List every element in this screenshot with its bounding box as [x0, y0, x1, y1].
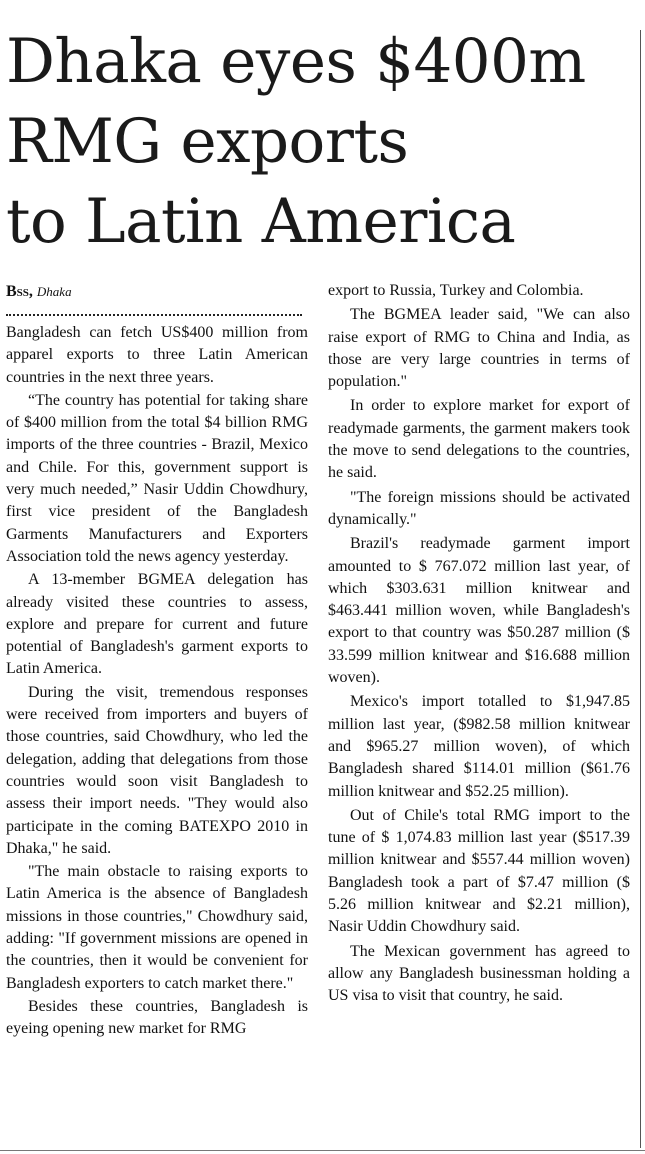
right-border-rule [640, 30, 641, 1148]
byline-agency: Bss, [6, 283, 33, 300]
article-paragraph: The Mexican government has agreed to allow any Bangladesh businessman holding a US visa to visit that country, he said. [328, 942, 630, 1005]
article-paragraph: Besides these countries, Bangladesh is eyeing opening new market for RMG [6, 997, 308, 1038]
article-paragraph: Bangladesh can fetch US$400 million from apparel exports to three Latin American countries in the next three years. [6, 324, 308, 386]
article-paragraph: Mexico's import totalled to $1,947.85 million last year, ($982.58 million knitwear and $965.27 million woven), of which Bangladesh shared $114.01 million ($61.76 million knitwear and $52.25 million). [328, 693, 630, 800]
headline-line-1: Dhaka eyes $400m [6, 26, 586, 97]
article-paragraph: Out of Chile's total RMG import to the tune of $ 1,074.83 million last year ($517.39 million knitwear and $557.44 million woven) Bangladesh took a part of $7.47 million ($ 5.26 million knitwear and $2.21 million), Nasir Uddin Chowdhury said. [328, 806, 630, 936]
article-paragraph: Brazil's readymade garment import amounted to $ 767.072 million last year, of which $303.631 million knitwear and $463.441 million woven, while Bangladesh's export to that country was $50.287 million ($ 33.599 million knitwear and $16.688 million woven). [328, 535, 630, 687]
article-paragraph-continuation: export to Russia, Turkey and Colombia. [328, 282, 584, 299]
headline-line-3: to Latin America [6, 186, 516, 257]
right-column [328, 280, 630, 1010]
headline [6, 22, 638, 262]
byline-dotted-divider [6, 304, 302, 316]
byline-place: Dhaka [36, 284, 72, 299]
article-paragraph: The BGMEA leader said, "We can also raise export of RMG to China and India, as those are very large countries in terms of population." [328, 306, 630, 391]
article-paragraph: A 13-member BGMEA delegation has already visited these countries to assess, explore and prepare for current and future potential of Bangladesh's garment exports to Latin America. [6, 571, 308, 678]
article-paragraph: "The foreign missions should be activated dynamically." [328, 488, 630, 528]
left-column [6, 280, 308, 1042]
bottom-border-rule [0, 1150, 645, 1151]
article-paragraph: “The country has potential for taking share of $400 million from the total $4 billion RMG imports of the three countries - Brazil, Mexico and Chile. For this, government support is very much needed,” Nasir Uddin Chowdhury, first vice president of the Bangladesh Garments Manufacturers and Exporters Association told the news agency yesterday. [6, 391, 308, 565]
article-paragraph: "The main obstacle to raising exports to Latin America is the absence of Bangladesh missions in those countries," Chowdhury said, adding: "If government missions are opened in the countries, then it would be convenient for Bangladesh exporters to catch market there." [6, 863, 308, 992]
headline-line-2: RMG exports [6, 106, 409, 177]
article-paragraph: During the visit, tremendous responses were received from importers and buyers of those countries, said Chowdhury, who led the delegation, adding that delegations from those countries would soon visit Bangladesh to assess their import needs. "They would also participate in the coming BATEXPO 2010 in Dhaka," he said. [6, 683, 308, 857]
byline [6, 280, 308, 304]
article-paragraph: In order to explore market for export of readymade garments, the garment makers took the move to send delegations to the countries, he said. [328, 397, 630, 482]
